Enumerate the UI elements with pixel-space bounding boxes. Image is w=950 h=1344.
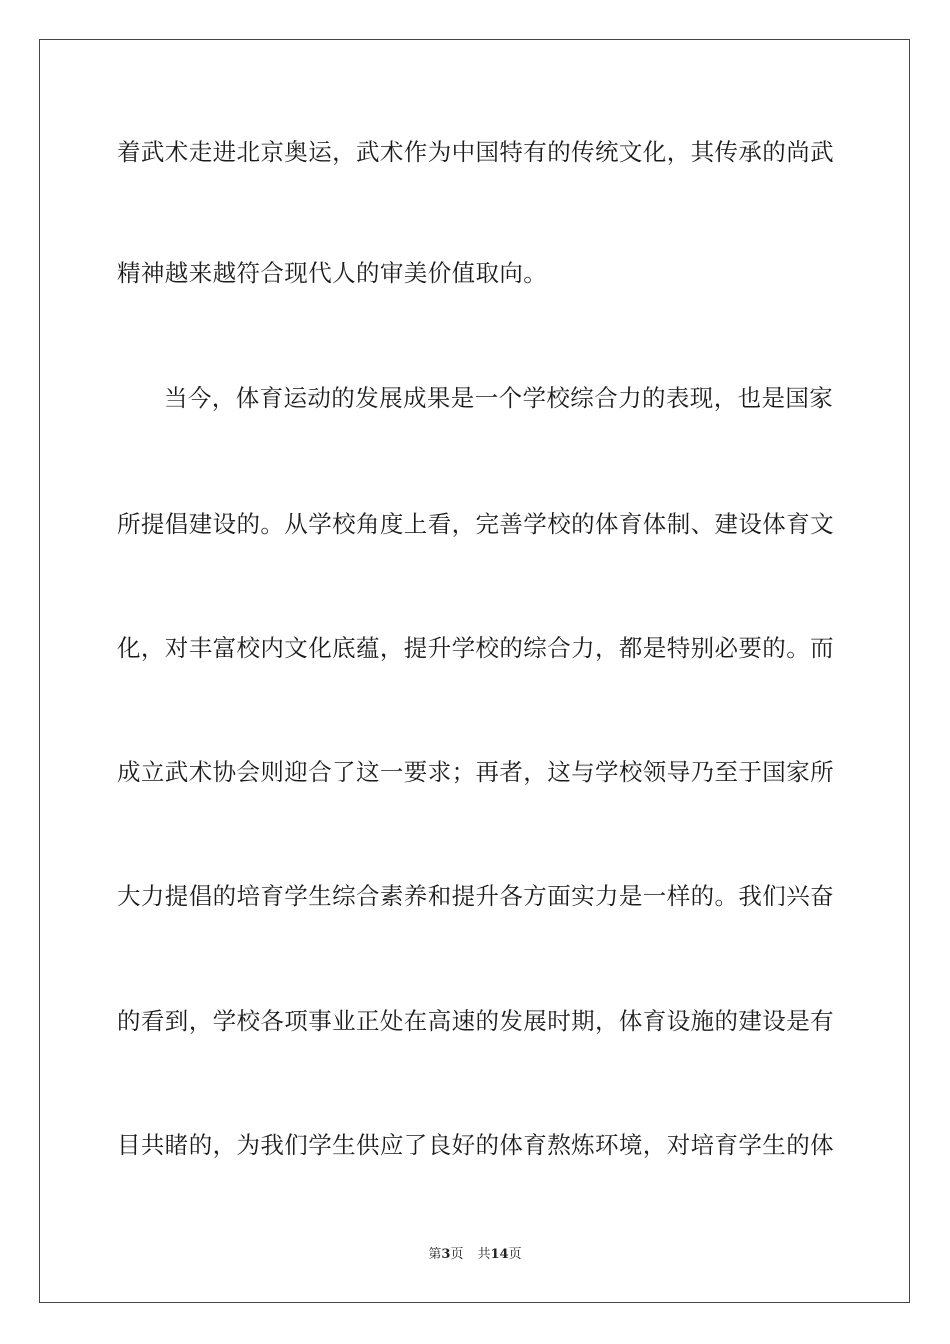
body-line: 成立武术协会则迎合了这一要求；再者，这与学校领导乃至于国家所 (117, 758, 834, 786)
page-prefix: 第 (428, 1247, 442, 1262)
total-pages: 14 (490, 1247, 509, 1262)
body-line: 精神越来越符合现代人的审美价值取向。 (117, 259, 548, 287)
page-suffix: 页 (450, 1247, 464, 1262)
body-line: 化，对丰富校内文化底蕴，提升学校的综合力，都是特别必要的。而 (117, 634, 834, 662)
page-footer (0, 1246, 950, 1264)
page-number: 3 (441, 1247, 451, 1262)
body-line: 目共睹的，为我们学生供应了良好的体育熬炼环境，对培育学生的体 (117, 1131, 834, 1159)
total-prefix: 共 (477, 1247, 491, 1262)
body-line: 大力提倡的培育学生综合素养和提升各方面实力是一样的。我们兴奋 (117, 882, 834, 910)
paragraph-first-line: 当今，体育运动的发展成果是一个学校综合力的表现，也是国家 (164, 384, 834, 412)
body-line: 所提倡建设的。从学校角度上看，完善学校的体育体制、建设体育文 (117, 510, 834, 538)
total-suffix: 页 (508, 1247, 522, 1262)
body-line: 着武术走进北京奥运，武术作为中国特有的传统文化，其传承的尚武 (117, 138, 834, 166)
page-frame (39, 39, 910, 1303)
body-line: 的看到，学校各项事业正处在高速的发展时期，体育设施的建设是有 (117, 1007, 834, 1035)
